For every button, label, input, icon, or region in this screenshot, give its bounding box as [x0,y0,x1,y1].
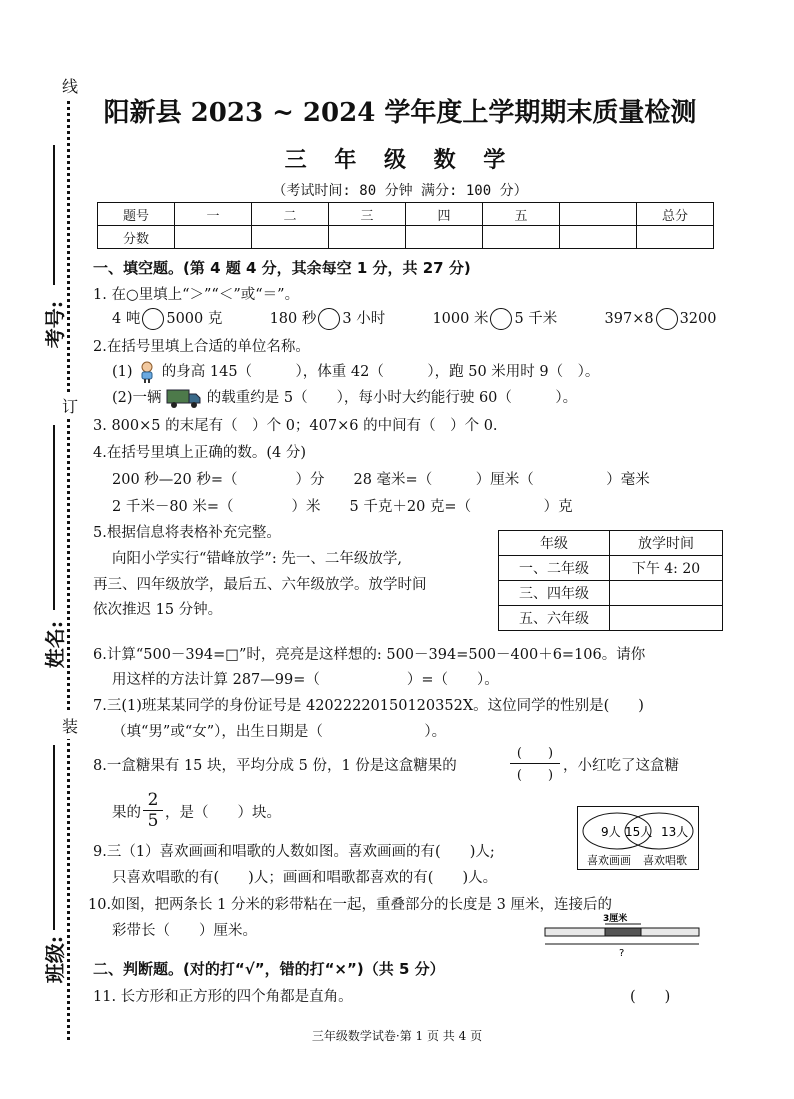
score-cell[interactable] [483,226,560,249]
score-cell: 四 [406,203,483,226]
q10-line2: 彩带长（ ）厘米。 [112,923,257,939]
venn-label-a: 喜欢画画 [587,854,631,867]
score-table-row [98,226,714,249]
q1-item: 5000 克 [166,311,223,327]
dismissal-table [498,530,723,631]
banji-line [53,745,55,930]
banji-label: 班级: [43,935,68,984]
q1-item: 1000 米 [432,311,489,327]
section1-title: 一、填空题。(第 4 题 4 分，其余每空 1 分，共 27 分) [93,259,471,277]
q6-line2: 用这样的方法计算 287—99=（ ）=（ ）。 [112,672,499,688]
q7-line2: （填“男”或“女”），出生日期是（ ）。 [112,724,447,740]
q2-text: 2.在括号里填上合适的单位名称。 [93,339,310,355]
table-row [499,556,723,581]
q1-items [112,307,716,330]
table-row [499,531,723,556]
score-table [97,202,714,249]
score-cell: 三 [329,203,406,226]
q1-item: 3 小时 [342,311,386,327]
q10-line1: 10.如图，把两条长 1 分米的彩带粘在一起，重叠部分的长度是 3 厘米，连接后的 [88,897,612,913]
kaohao-label: 考号: [43,300,68,349]
q1-text: 1. 在○里填上“＞”“＜”或“＝”。 [93,287,300,303]
q8-line2b: ，是（ ）块。 [165,805,281,821]
table-cell: 下午 4: 20 [610,556,723,581]
score-cell: 题号 [98,203,175,226]
q2b-line: (2)一辆 的载重约是 5（ ），每小时大约能行驶 60（ ）。 [112,386,577,409]
q9-line2: 只喜欢唱歌的有( )人；画画和唱歌都喜欢的有( )人。 [112,870,498,886]
score-cell [560,203,637,226]
q8-line2a: 果的 [112,805,141,821]
venn-a: 9人 [601,825,621,839]
score-cell: 五 [483,203,560,226]
table-cell[interactable] [610,581,723,606]
q1-item: 4 吨 [112,311,141,327]
q5-line3: 依次推迟 15 分钟。 [93,602,223,618]
q1-item: 5 千米 [514,311,558,327]
page-title: 阳新县 2023 ~ 2024 学年度上学期期末质量检测 [103,98,697,128]
seal-ding: 订 [62,392,78,419]
page-footer: 三年级数学试卷·第 1 页 共 4 页 [311,1029,483,1043]
table-cell: 一、二年级 [499,556,610,581]
q5-line1: 向阳小学实行“错峰放学”: 先一、二年级放学, [112,551,402,567]
q4b-line: 2 千米－80 米=（ ）米 5 千克＋20 克=（ ）克 [112,499,573,515]
score-cell: 一 [175,203,252,226]
score-cell[interactable] [560,226,637,249]
subject-title: 三 年 级 数 学 [284,148,516,173]
q4-text: 4.在括号里填上正确的数。(4 分) [93,445,306,461]
truck-icon [166,387,202,409]
score-cell: 总分 [637,203,714,226]
q4a-line: 200 秒—20 秒=（ ）分 28 毫米=（ ）厘米（ ）毫米 [112,472,650,488]
child-icon [137,361,157,383]
q2a-line: (1) 的身高 145（ ），体重 42（ ），跑 50 米用时 9（ ）。 [112,360,599,383]
table-row [499,606,723,631]
table-cell: 三、四年级 [499,581,610,606]
q9-line1: 9.三（1）喜欢画画和唱歌的人数如图。喜欢画画的有( )人; [93,844,495,860]
table-cell: 五、六年级 [499,606,610,631]
q1-item: 3200 [679,311,717,327]
section2-title: 二、判断题。(对的打“√”，错的打“×”)（共 5 分） [93,960,445,978]
q5-text: 5.根据信息将表格补充完整。 [93,525,281,541]
venn-label-b: 喜欢唱歌 [643,854,687,867]
q7-line1: 7.三(1)班某某同学的身份证号是 42022220150120352X。这位同学的性别是( ) [93,698,644,714]
ribbon-diagram [543,912,703,958]
ribbon-question: ? [619,948,625,958]
table-header: 放学时间 [610,531,723,556]
venn-diagram [577,806,699,870]
score-cell: 二 [252,203,329,226]
q8-fraction-blank[interactable]: ( ) ( ) [510,742,560,778]
venn-c: 13人 [661,825,689,839]
q8-fraction: $\frac{2}{5}$ [143,790,163,831]
xingming-line [53,425,55,610]
exam-info: （考试时间: 80 分钟 满分: 100 分） [272,183,528,199]
table-header: 年级 [499,531,610,556]
compare-circle[interactable] [656,308,678,330]
score-table-row [98,203,714,226]
seal-xian: 线 [62,72,78,99]
score-cell: 分数 [98,226,175,249]
kaohao-line [53,145,55,285]
q1-item: 180 秒 [269,311,317,327]
q6-line1: 6.计算“500－394=□”时，亮亮是这样想的: 500－394=500－400＋6=106。请你 [93,647,646,663]
table-row [499,581,723,606]
q8-line1a: 8.一盒糖果有 15 块，平均分成 5 份，1 份是这盒糖果的 [93,758,457,774]
seal-zhuang: 装 [62,712,78,739]
table-cell[interactable] [610,606,723,631]
q11-text: 11. 长方形和正方形的四个角都是直角。 [93,989,353,1005]
compare-circle[interactable] [490,308,512,330]
q11-answer-paren[interactable]: ( ) [630,989,671,1005]
q5-line2: 再三、四年级放学，最后五、六年级放学。放学时间 [93,577,427,593]
score-cell[interactable] [175,226,252,249]
q1-item: 397×8 [604,311,654,327]
xingming-label: 姓名: [43,620,68,669]
ribbon-overlap-label: 3厘米 [603,914,628,924]
score-cell[interactable] [252,226,329,249]
venn-b: 15人 [625,825,653,839]
q8-line1b: ，小红吃了这盒糖 [563,758,679,774]
q3-text: 3. 800×5 的末尾有（ ）个 0；407×6 的中间有（ ）个 0. [93,418,498,434]
compare-circle[interactable] [142,308,164,330]
binding-dotted-line [67,95,70,1040]
score-cell[interactable] [637,226,714,249]
score-cell[interactable] [406,226,483,249]
compare-circle[interactable] [318,308,340,330]
score-cell[interactable] [329,226,406,249]
